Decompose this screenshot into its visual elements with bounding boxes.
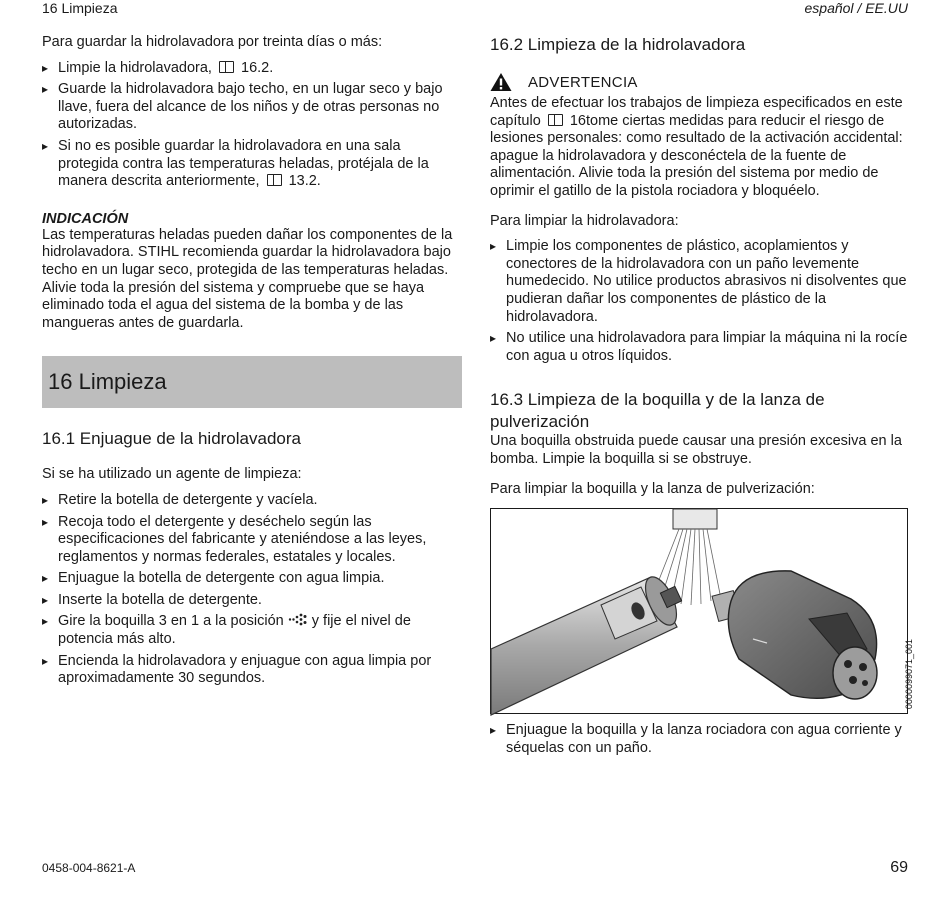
spray-pattern-icon bbox=[288, 613, 308, 626]
list-item: ▸ Inserte la botella de detergente. bbox=[42, 592, 462, 610]
section-16-3-intro: Para limpiar la boquilla y la lanza de pulverización: bbox=[490, 480, 815, 497]
list-item: ▸ Retire la botella de detergente y vacíela. bbox=[42, 492, 462, 510]
list-item: ▸ No utilice una hidrolavadora para limpiar la máquina ni la rocíe con agua u otros líquidos. bbox=[490, 330, 908, 365]
warning-label: ADVERTENCIA bbox=[528, 73, 638, 91]
warning-triangle-icon bbox=[490, 72, 512, 92]
section-16-1-title: 16.1 Enjuague de la hidrolavadora bbox=[42, 429, 301, 449]
right-column bbox=[490, 34, 914, 761]
section-16-3-text: Una boquilla obstruida puede causar una presión excesiva en la bomba. Limpie la boquilla si se obstruye. bbox=[490, 433, 902, 467]
document-number: 0458-004-8621-A bbox=[42, 861, 136, 875]
nozzle-cleaning-drawing bbox=[491, 509, 909, 715]
note-text: Las temperaturas heladas pueden dañar los componentes de la hidrolavadora. STIHL recomienda guardar la hidrolavadora bajo techo en un lugar seco, protegida de las temperaturas heladas. Alivie toda la presión del sistema y compruebe que se haya eliminado toda el agua del sistema de la bomba y de las mangueras antes de guardarla. bbox=[42, 226, 453, 331]
list-item: ▸ Recoja todo el detergente y deséchelo según las especificaciones del fabricante y ateniéndose a las leyes, reglamentos y normas federales, estatales y locales. bbox=[42, 514, 462, 567]
section-16-2-title: 16.2 Limpieza de la hidrolavadora bbox=[490, 35, 746, 54]
section-16-3-title: 16.3 Limpieza de la boquilla y de la lanza de pulverización bbox=[490, 390, 825, 432]
list-item: ▸ Limpie los componentes de plástico, acoplamientos y conectores de la hidrolavadora con un paño levemente humedecido. No utilice productos abrasivos ni disolventes que pudieran dañar los componentes de plástico de la hidrolavadora. bbox=[490, 238, 908, 326]
book-icon bbox=[548, 114, 563, 126]
section-16-2-intro: Para limpiar la hidrolavadora: bbox=[490, 212, 679, 229]
running-header-chapter: 16 Limpieza bbox=[42, 0, 118, 16]
nozzle-list bbox=[490, 722, 908, 757]
left-column bbox=[42, 34, 462, 692]
section-16-1-intro: Si se ha utilizado un agente de limpieza: bbox=[42, 466, 302, 483]
running-header-language: español / EE.UU bbox=[804, 0, 908, 16]
list-item: ▸ Guarde la hidrolavadora bajo techo, en un lugar seco y bajo llave, fuera del alcance de los niños y de otras personas no autorizadas. bbox=[42, 81, 462, 134]
book-icon bbox=[267, 174, 282, 186]
list-item: ▸ Enjuague la botella de detergente con agua limpia. bbox=[42, 570, 462, 588]
list-item: ▸ Limpie la hidrolavadora, 16.2. bbox=[42, 60, 462, 78]
page-number: 69 bbox=[890, 859, 908, 876]
note-title: INDICACIÓN bbox=[42, 210, 129, 227]
chapter-heading: 16 Limpieza bbox=[42, 356, 462, 408]
rinse-list bbox=[42, 492, 462, 688]
storage-list bbox=[42, 60, 462, 191]
cleaning-list bbox=[490, 238, 908, 365]
list-item: ▸ Gire la boquilla 3 en 1 a la posición y fije el nivel de potencia más alto. bbox=[42, 613, 462, 648]
book-icon bbox=[219, 61, 234, 73]
warning-text: Antes de efectuar los trabajos de limpieza especificados en este capítulo 16tome ciertas medidas para reducir el riesgo de lesiones personales: como resultado de la activación accidental: apague la hidrolavadora y desconéctela de la fuente de alimentación. Alivie toda la presión del sistema por medio de oprimir el gatillo de la pistola rociadora y bloquéelo. bbox=[490, 95, 903, 199]
figure-code: 0000099071_001 bbox=[904, 639, 914, 710]
storage-intro: Para guardar la hidrolavadora por treinta días o más: bbox=[42, 34, 383, 50]
nozzle-cleaning-illustration bbox=[490, 508, 914, 714]
warning-header bbox=[490, 72, 908, 92]
list-item: ▸ Si no es posible guardar la hidrolavadora en una sala protegida contra las temperaturas heladas, protéjala de la manera descrita anteriormente, 13.2. bbox=[42, 138, 462, 191]
list-item: ▸ Encienda la hidrolavadora y enjuague con agua limpia por aproximadamente 30 segundos. bbox=[42, 653, 462, 688]
list-item: ▸ Enjuague la boquilla y la lanza rociadora con agua corriente y séquelas con un paño. bbox=[490, 722, 908, 757]
